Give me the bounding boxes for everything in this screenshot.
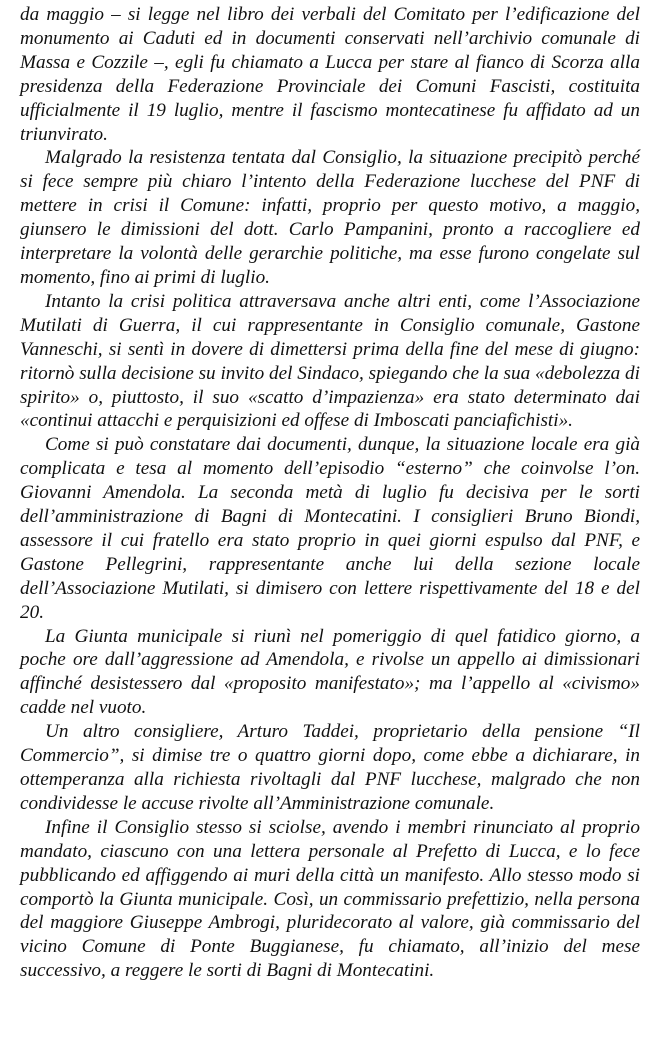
paragraph-7: Infine il Consiglio stesso si sciolse, avendo i membri rinunciato al proprio mandato, ciascuno con una lettera personale al Prefetto di Lucca, e lo fece pubblicando ed affiggendo ai muri della città un manifesto. Allo stesso modo si comportò la Giunta municipale. Così, un commissario prefettizio, nella persona del maggiore Giuseppe Ambrogi, pluridecorato al valore, già commissario del vicino Comune di Ponte Buggianese, fu chiamato, all’inizio del mese successivo, a reggere le sorti di Bagni di Montecatini. [20, 816, 640, 982]
paragraph-4: Come si può constatare dai documenti, dunque, la situazione locale era già complicata e tesa al momento dell’episodio “esterno” che coinvolse l’on. Giovanni Amendola. La seconda metà di luglio fu decisiva per le sorti dell’amministrazione di Bagni di Montecatini. I consiglieri Bruno Biondi, assessore il cui fratello era stato proprio in quei giorni espulso dal PNF, e Gastone Pellegrini, rappresentante anche lui della sezione locale dell’Associazione Mutilati, si dimisero con lettere rispettivamente del 18 e del 20. [20, 434, 640, 623]
paragraph-1: da maggio – si legge nel libro dei verbali del Comitato per l’edificazione del monumento ai Caduti ed in documenti conservati nell’archivio comunale di Massa e Cozzile –, egli fu chiamato a Lucca per stare al fianco di Scorza alla presidenza della Federazione Provinciale dei Comuni Fascisti, costituita ufficialmente il 19 luglio, mentre il fascismo montecatinese fu affidato ad un triunvirato. [20, 4, 640, 145]
paragraph-2: Malgrado la resistenza tentata dal Consiglio, la situazione precipitò perché si fece sempre più chiaro l’intento della Federazione lucchese del PNF di mettere in crisi il Comune: infatti, proprio per questo motivo, a maggio, giunsero le dimissioni del dott. Carlo Pampanini, pronto a raccogliere ed interpretare la volontà delle gerarchie politiche, ma esse furono congelate sul momento, fino ai primi di luglio. [20, 147, 640, 288]
paragraph-6: Un altro consigliere, Arturo Taddei, proprietario della pensione “Il Commercio”, si dimise tre o quattro giorni dopo, come ebbe a dichiarare, in ottemperanza alla richiesta rivoltagli dal PNF lucchese, malgrado che non condividesse le accuse rivolte all’Amministrazione comunale. [20, 721, 640, 814]
paragraph-5: La Giunta municipale si riunì nel pomeriggio di quel fatidico giorno, a poche ore dall’aggressione ad Amendola, e rivolse un appello ai dimissionari affinché desistessero dal «proposito manifestato»; ma l’appello al «civismo» cadde nel vuoto. [20, 625, 640, 719]
paragraph-3: Intanto la crisi politica attraversava anche altri enti, come l’Associazione Mutilati di Guerra, il cui rappresentante in Consiglio comunale, Gastone Vanneschi, si sentì in dovere di dimettersi prima della fine del mese di giugno: ritornò sulla decisione su invito del Sindaco, spiegando che la sua «debolezza di spirito» o, piuttosto, il suo «scatto d’impazienza» era stato determinato dai «continui attacchi e perquisizioni ed offese di Imboscati panciafichisti». [20, 290, 640, 432]
